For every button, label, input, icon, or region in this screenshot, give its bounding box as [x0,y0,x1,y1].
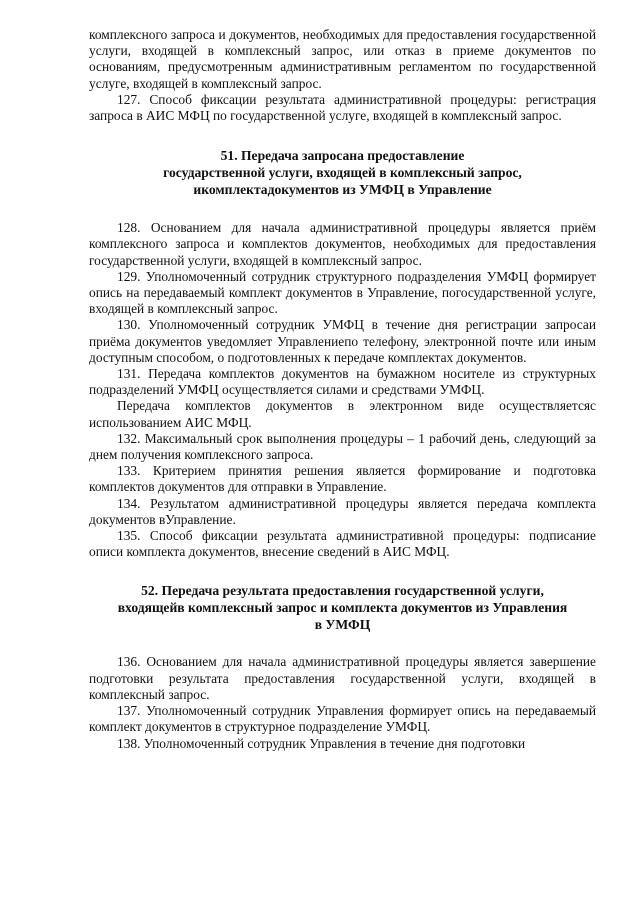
paragraph-127: 127. Способ фиксации результата административной процедуры: регистрация запроса в АИС МФЦ по государственной услуге, входящей в комплексный запрос. [89,91,596,124]
section-52-body [89,654,596,751]
top-text [89,27,596,124]
paragraph-132: 132. Максимальный срок выполнения процедуры – 1 рабочий день, следующий за днем получения комплексного запроса. [89,430,596,463]
paragraph-134: 134. Результатом административной процедуры является передача комплекта документов вУправление. [89,495,596,527]
heading-line: в УМФЦ [314,617,371,633]
section-51-body [89,220,596,560]
paragraph-138: 138. Уполномоченный сотрудник Управления в течение дня подготовки [117,735,526,751]
paragraph-129: 129. Уполномоченный сотрудник структурного подразделения УМФЦ формирует опись на передаваемый комплект документов в Управление, погосударственной услуге, входящей в комплексный запрос. [89,268,596,317]
paragraph-131-electronic: Передача комплектов документов в электронном виде осуществляетсяс использованием АИС МФЦ. [89,398,596,430]
section-51-heading [89,147,596,198]
paragraph-137: 137. Уполномоченный сотрудник Управления формирует опись на передаваемый комплект документов в структурное подразделение УМФЦ. [89,703,596,735]
section-52-heading [89,582,596,633]
paragraph-continuation: комплексного запроса и документов, необходимых для предоставления государственной услуги, входящей в комплексный запрос, или отказ в приеме документов по основаниям, предусмотренным административным регламентом по государственной услуге, входящей в комплексный запрос. [89,27,596,91]
heading-line: икомплектадокументов из УМФЦ в Управление [193,182,492,198]
paragraph-136: 136. Основанием для начала административной процедуры является завершение подготовки результата предоставления государственной услуги, входящей в комплексный запрос. [89,654,596,702]
heading-line: государственной услуги, входящей в комплексный запрос, [163,165,522,181]
heading-line: 52. Передача результата предоставления государственной услуги, [141,583,544,599]
paragraph-135: 135. Способ фиксации результата административной процедуры: подписание описи комплекта документов, внесение сведений в АИС МФЦ. [89,528,596,560]
paragraph-131: 131. Передача комплектов документов на бумажном носителе из структурных подразделений УМФЦ осуществляется силами и средствами УМФЦ. [89,366,596,398]
paragraph-133: 133. Критерием принятия решения является формирование и подготовка комплектов документов для отправки в Управление. [89,463,596,495]
paragraph-128: 128. Основанием для начала административной процедуры является приём комплексного запроса и комплектов документов, необходимых для предоставления государственной услуги, входящей в комплексный запрос. [89,220,596,268]
paragraph-130: 130. Уполномоченный сотрудник УМФЦ в течение дня регистрации запросаи приёма документов уведомляет Управлениепо телефону, электронной почте или иным доступным способом, о подготовленных к передаче комплектах документов. [89,317,596,365]
heading-line: 51. Передача запросана предоставление [220,148,465,164]
heading-line: входящейв комплексный запрос и комплекта документов из Управления [117,600,568,616]
